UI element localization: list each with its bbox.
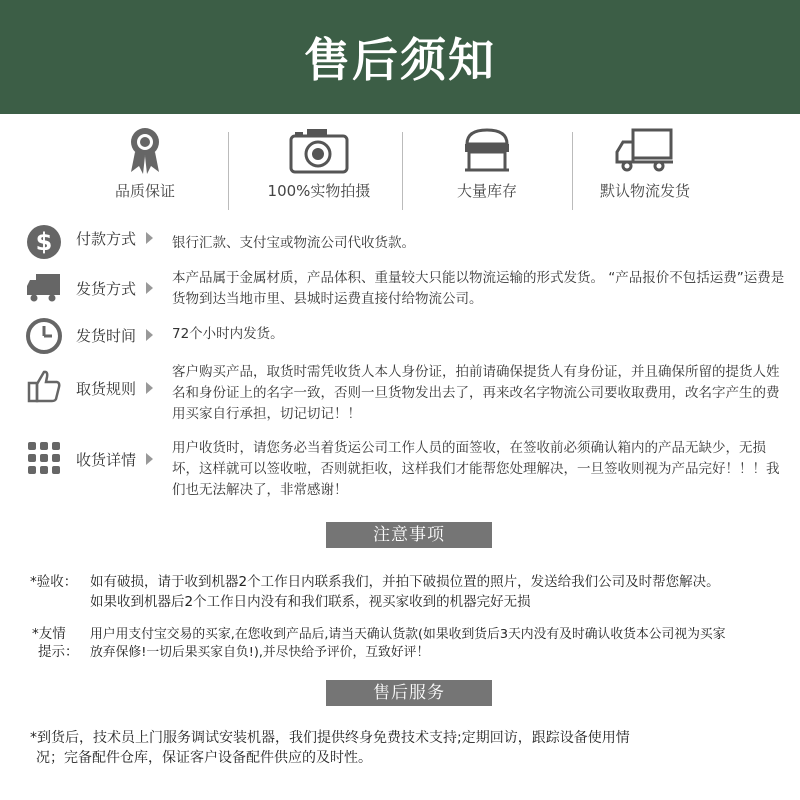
- inspection-label: *验收：: [30, 574, 78, 590]
- feature-label: 大量库存: [456, 182, 517, 200]
- header-banner: [0, 0, 800, 114]
- info-title: 发货方式: [76, 280, 137, 298]
- info-title: 发货时间: [76, 327, 137, 345]
- feature-quality: [50, 122, 240, 212]
- arrow-icon: [146, 232, 153, 244]
- grid-icon: [26, 440, 62, 476]
- info-row-shipping: [26, 268, 786, 312]
- arrow-icon: [146, 382, 153, 394]
- reminder-text-line2: 放弃保修!一切后果买家自负!),并尽快给予评价，互致好评！: [90, 645, 430, 660]
- feature-strip: [0, 122, 800, 212]
- feature-label: 默认物流发货: [599, 182, 690, 200]
- info-row-payment: [26, 224, 786, 260]
- info-row-receiving: [26, 436, 786, 502]
- arrow-icon: [146, 329, 153, 341]
- info-title: 付款方式: [76, 230, 137, 248]
- info-text: 银行汇款、支付宝或物流公司代收货款。: [172, 235, 415, 251]
- reminder-label: *友情: [32, 626, 66, 642]
- truck-icon: [26, 268, 62, 304]
- arrow-icon: [146, 453, 153, 465]
- reminder-label: 提示：: [38, 644, 79, 660]
- dollar-icon: [26, 224, 62, 260]
- info-row-pickup-rules: [26, 362, 786, 428]
- svg-text:$: $: [35, 228, 53, 256]
- camera-icon: [287, 124, 351, 176]
- info-text: 用户收货时，请您务必当着货运公司工作人员的面签收，在签收前必须确认箱内的产品无缺少，无损坏，这样就可以签收啦，否则就拒收，这样我们才能帮您处理解决，一旦签收则视为产品完好！！！我们也无法解决了，非常感谢！: [172, 440, 780, 498]
- page-title: 售后须知: [304, 33, 496, 87]
- feature-label: 100%实物拍摄: [267, 182, 371, 200]
- info-row-delivery-time: [26, 318, 786, 354]
- service-text-line1: *到货后，技术员上门服务调试安装机器，我们提供终身免费技术支持;定期回访，跟踪设备使用情: [30, 730, 630, 746]
- thumbs-up-icon: [26, 368, 62, 404]
- arrow-icon: [146, 282, 153, 294]
- inspection-text-line2: 如果收到机器后2个工作日内没有和我们联系，视买家收到的机器完好无损: [90, 594, 531, 610]
- info-text: 客户购买产品，取货时需凭收货人本人身份证，拍前请确保提货人有身份证，并且确保所留的提货人姓名和身份证上的名字一致，否则一旦货物发出去了，再来改名字物流公司要收取费用，改名字产生的费用买家自行承担，切记切记！！: [172, 364, 780, 422]
- medal-icon: [121, 124, 169, 176]
- reminder-text-line1: 用户用支付宝交易的买家,在您收到产品后,请当天确认货款(如果收到货后3天内没有及时确认收货本公司视为买家: [90, 627, 726, 642]
- notice-heading: 注意事项: [326, 522, 492, 548]
- feature-label: 品质保证: [114, 182, 175, 200]
- inspection-text-line1: 如有破损，请于收到机器2个工作日内联系我们，并拍下破损位置的照片，发送给我们公司及时帮您解决。: [90, 574, 720, 590]
- feature-photos: [224, 122, 414, 212]
- service-heading: 售后服务: [326, 680, 492, 706]
- info-text: 本产品属于金属材质，产品体积、重量较大只能以物流运输的形式发货。 “产品报价不包括运费”运费是货物到达当地市里、县城时运费直接付给物流公司。: [172, 270, 785, 307]
- store-icon: [459, 124, 515, 176]
- service-text-line2: 况；完备配件仓库，保证客户设备配件供应的及时性。: [36, 750, 372, 766]
- info-title: 取货规则: [76, 380, 137, 398]
- truck-icon: [613, 124, 677, 176]
- info-title: 收货详情: [76, 451, 137, 469]
- feature-logistics: [550, 122, 740, 212]
- info-text: 72个小时内发货。: [172, 326, 284, 342]
- clock-icon: [26, 318, 62, 354]
